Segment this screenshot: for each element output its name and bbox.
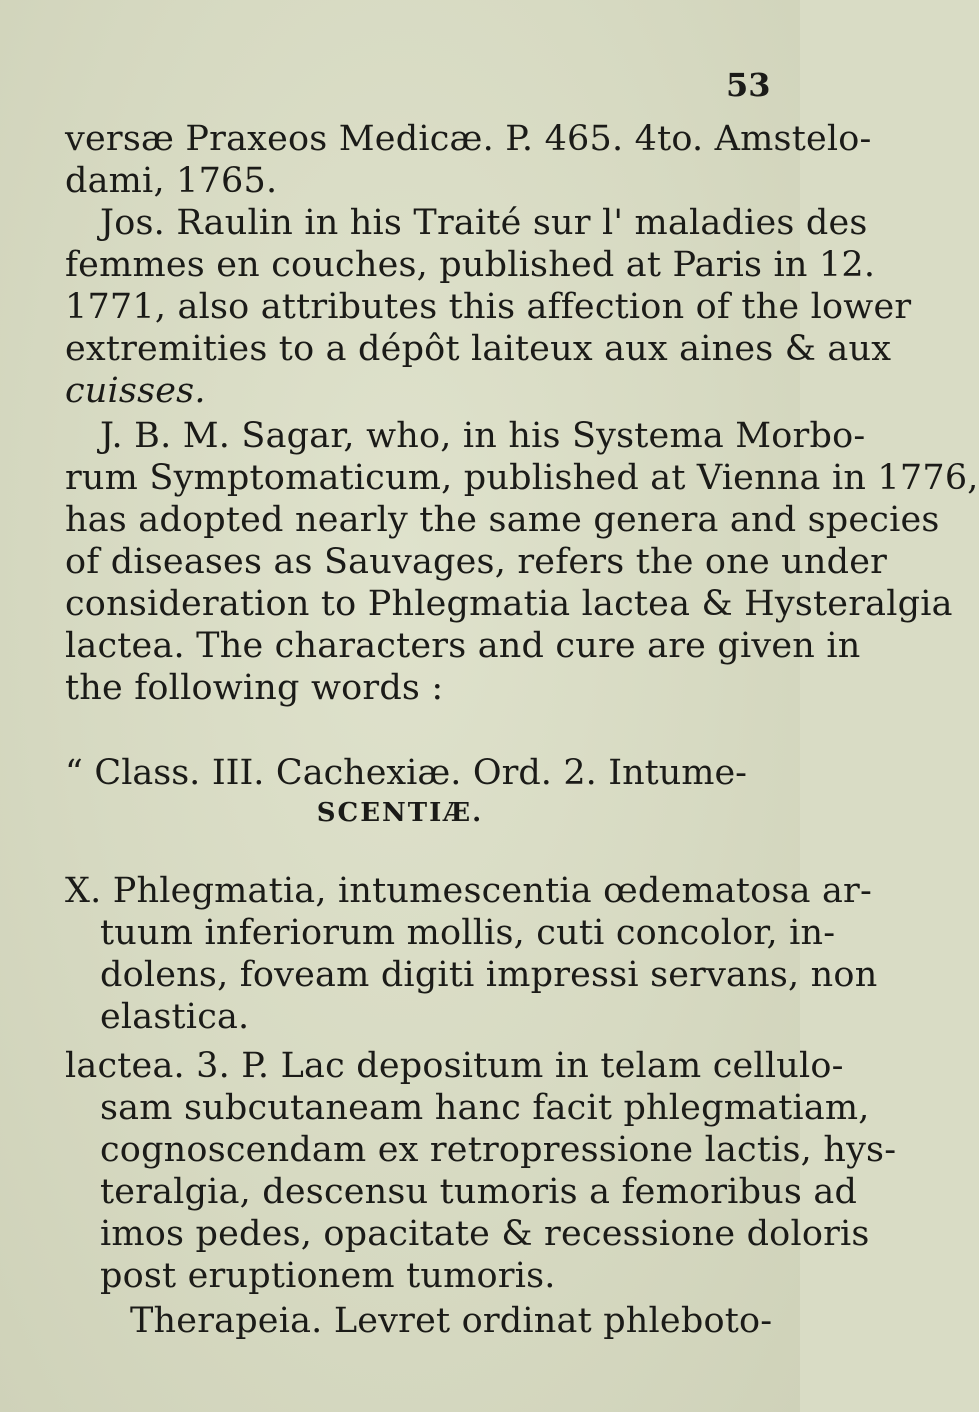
text-line-14: the following words :	[65, 668, 444, 708]
text-line-1: versæ Praxeos Medicæ. P. 465. 4to. Amstelo-	[65, 119, 872, 159]
text-line-23: cognoscendam ex retropressione lactis, hys-	[100, 1130, 897, 1170]
text-line-12: consideration to Phlegmatia lactea & Hysteralgia	[65, 584, 953, 624]
text-line-22: sam subcutaneam hanc facit phlegmatiam,	[100, 1088, 870, 1128]
text-line-19: dolens, foveam digiti impressi servans, non	[100, 955, 878, 995]
text-line-9: rum Symptomaticum, published at Vienna in 1776,	[65, 458, 979, 498]
text-line-7: cuisses.	[65, 371, 206, 411]
text-line-5: 1771, also attributes this affection of the lower	[65, 287, 912, 327]
text-line-26: post eruptionem tumoris.	[100, 1256, 556, 1296]
text-line-21: lactea. 3. P. Lac depositum in telam cellulo-	[65, 1046, 844, 1086]
text-line-6: extremities to a dépôt laiteux aux aines & aux	[65, 329, 892, 369]
text-line-13: lactea. The characters and cure are given in	[65, 626, 861, 666]
text-line-24: teralgia, descensu tumoris a femoribus ad	[100, 1172, 858, 1212]
text-line-17: X. Phlegmatia, intumescentia œdematosa ar-	[65, 871, 873, 911]
text-line-11: of diseases as Sauvages, refers the one under	[65, 542, 888, 582]
text-line-4: femmes en couches, published at Paris in 12.	[65, 245, 876, 285]
class-subheading: SCENTIÆ.	[316, 798, 484, 828]
text-line-25: imos pedes, opacitate & recessione doloris	[100, 1214, 870, 1254]
text-line-3: Jos. Raulin in his Traité sur l' maladies des	[100, 203, 868, 243]
text-line-27: Therapeia. Levret ordinat phleboto-	[130, 1301, 773, 1341]
text-line-20: elastica.	[100, 997, 250, 1037]
class-heading: “ Class. III. Cachexiæ. Ord. 2. Intume-	[65, 753, 747, 793]
page-number: 53	[726, 66, 771, 104]
text-line-18: tuum inferiorum mollis, cuti concolor, in-	[100, 913, 836, 953]
text-line-2: dami, 1765.	[65, 161, 278, 201]
text-line-8: J. B. M. Sagar, who, in his Systema Morbo-	[100, 416, 866, 456]
text-line-10: has adopted nearly the same genera and species	[65, 500, 940, 540]
